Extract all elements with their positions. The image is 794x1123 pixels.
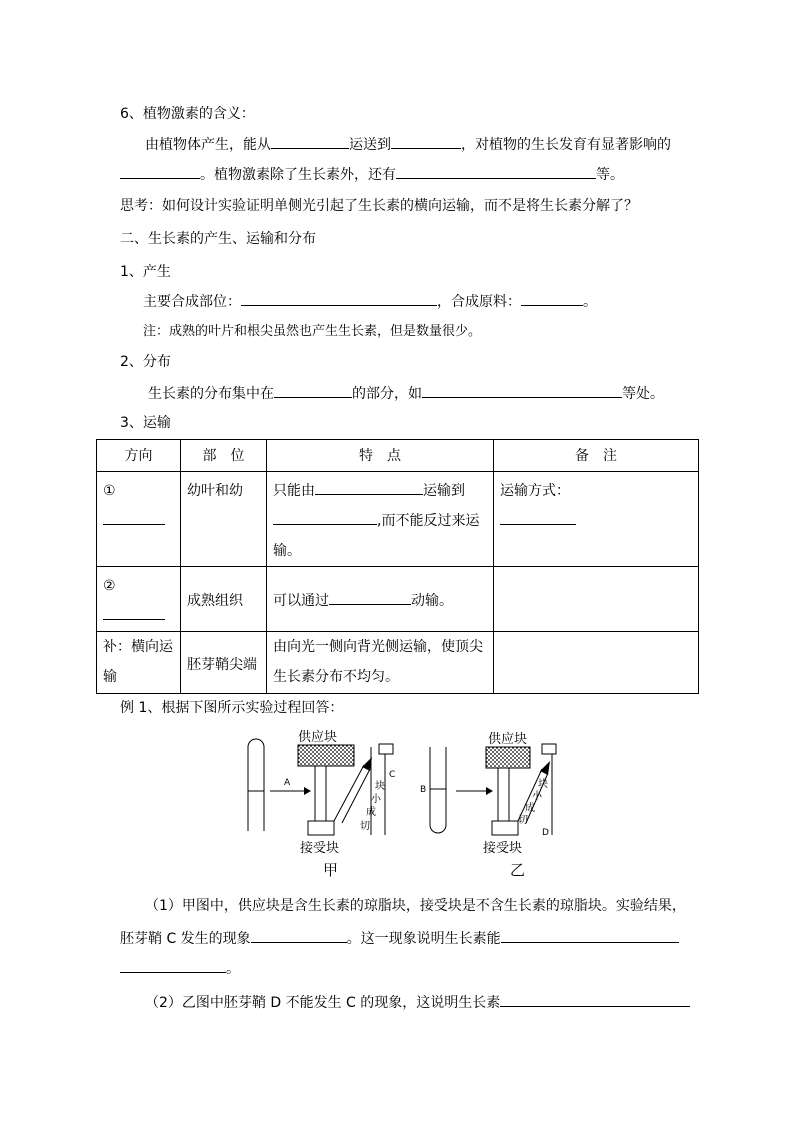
cut-char: 块: [375, 781, 385, 792]
cut-char: 成: [366, 807, 376, 818]
receive-block: [492, 821, 518, 835]
supply-label: 供应块: [298, 730, 338, 745]
text: （2）乙图中胚芽鞘 D 不能发生 C 的现象，这说明生长素: [145, 995, 501, 1011]
coleoptile-tip: [248, 739, 264, 831]
blank[interactable]: [329, 590, 411, 605]
section6-line2: [120, 164, 624, 185]
col-header: 备 注: [494, 440, 699, 472]
section2-title: 二、生长素的产生、运输和分布: [120, 231, 316, 247]
question2-line1: [145, 992, 690, 1013]
blank[interactable]: [500, 510, 576, 525]
supply-block: [486, 747, 530, 768]
caption-left: 甲: [323, 861, 339, 879]
feature-cell: [267, 472, 493, 566]
text: 由植物体产生，能从: [145, 137, 271, 153]
section6-line1: [145, 134, 671, 155]
produce-line: [143, 291, 597, 312]
think-question: 思考：如何设计实验证明单侧光引起了生长素的横向运输，而不是将生长素分解了？: [120, 198, 638, 214]
text: 的部分，如: [352, 386, 422, 402]
text: 。植物激素除了生长素外，还有: [200, 167, 396, 183]
feature-cell: [267, 582, 493, 616]
coleoptile-stem: [315, 766, 326, 821]
question1-line2: [120, 928, 679, 949]
cut-arrow: [334, 757, 385, 832]
text: 等处。: [622, 386, 664, 402]
text: 生长素分布不均匀。: [273, 669, 399, 685]
supply-block: [298, 745, 354, 766]
text: ②: [103, 578, 116, 594]
question1-line3: [120, 958, 240, 979]
blank[interactable]: [500, 992, 690, 1007]
section6-title: 6、植物激素的含义：: [120, 106, 255, 122]
text: 运输到: [423, 483, 465, 499]
direction-cell: 补：横向运输: [103, 639, 173, 685]
blank[interactable]: [103, 605, 165, 620]
table-header-row: [97, 440, 699, 472]
col-header: 特 点: [267, 440, 494, 472]
coleoptile-base: [430, 747, 446, 833]
blank[interactable]: [103, 510, 165, 525]
blank[interactable]: [391, 134, 461, 149]
coleoptile-stem: [498, 768, 509, 821]
arrow-b: [456, 787, 493, 795]
text: 。这一现象说明生长素能: [346, 931, 501, 947]
text: 可以通过: [273, 593, 329, 609]
cut-char: 切: [518, 815, 528, 826]
text: 只能由: [273, 483, 315, 499]
direction-cell: [97, 472, 180, 536]
text: 由向光一侧向背光侧运输，使顶尖: [273, 639, 483, 655]
blank[interactable]: [120, 164, 200, 179]
blank[interactable]: [521, 291, 583, 306]
text: 主要合成部位：: [143, 294, 241, 310]
direction-cell: [97, 567, 180, 631]
text: ，合成原料：: [437, 294, 521, 310]
receive-block: [308, 821, 334, 835]
text: 胚芽鞘 C 发生的现象: [120, 931, 251, 947]
blank[interactable]: [422, 383, 622, 398]
text: 。: [583, 294, 597, 310]
table-row: [97, 472, 699, 567]
col-header: 方向: [97, 440, 181, 472]
blank[interactable]: [274, 383, 352, 398]
text: 。: [226, 961, 240, 977]
blank[interactable]: [315, 480, 423, 495]
coleoptile-d: [542, 744, 556, 838]
note-cell: [494, 472, 698, 536]
cut-char: 小: [532, 791, 542, 802]
produce-title: 1、产生: [120, 264, 171, 280]
text: 运送到: [349, 137, 391, 153]
part-cell: 成熟组织: [187, 593, 243, 609]
blank[interactable]: [120, 958, 226, 973]
experiment-diagram: [230, 725, 560, 885]
blank[interactable]: [271, 134, 349, 149]
label-c: C: [389, 770, 396, 780]
arrow-a: [270, 778, 311, 795]
label-a: A: [284, 778, 291, 788]
cut-char: 小: [371, 794, 381, 805]
blank[interactable]: [396, 164, 596, 179]
part-cell: 胚芽鞘尖端: [187, 656, 257, 673]
transport-table: [96, 439, 699, 694]
text: 运输方式：: [500, 483, 570, 499]
text: 动输。: [411, 593, 453, 609]
cut-char: 切: [360, 821, 370, 832]
blank[interactable]: [501, 928, 679, 943]
transport-title: 3、运输: [120, 415, 171, 431]
text: 等。: [596, 167, 624, 183]
distribution-line: [148, 383, 664, 404]
table-row: [97, 632, 699, 694]
receive-label: 接受块: [483, 841, 523, 856]
note: 注：成熟的叶片和根尖虽然也产生生长素，但是数量很少。: [143, 324, 482, 339]
part-cell: 幼叶和幼: [187, 483, 243, 499]
cut-arrow: [518, 761, 550, 826]
col-header: 部 位: [181, 440, 267, 472]
table-row: [97, 567, 699, 632]
blank[interactable]: [241, 291, 437, 306]
receive-label: 接受块: [300, 841, 340, 856]
example-title: 例 1、根据下图所示实验过程回答：: [120, 700, 344, 716]
text: 输。: [273, 543, 301, 559]
text: ①: [103, 483, 116, 499]
text: ,而不能反过来运: [377, 513, 480, 529]
feature-cell: [267, 632, 493, 692]
label-b: B: [420, 785, 427, 795]
caption-right: 乙: [510, 861, 526, 879]
blank[interactable]: [251, 928, 347, 943]
text: ，对植物的生长发育有显著影响的: [461, 137, 671, 153]
cut-char: 块: [538, 779, 548, 790]
text: 生长素的分布集中在: [148, 386, 274, 402]
distribution-title: 2、分布: [120, 354, 171, 370]
supply-label: 供应块: [488, 732, 528, 747]
blank[interactable]: [273, 510, 377, 525]
question1-line1: （1）甲图中，供应块是含生长素的琼脂块，接受块是不含生长素的琼脂块。实验结果，: [145, 898, 686, 914]
cut-char: 成: [525, 803, 535, 814]
label-d: D: [542, 828, 549, 838]
